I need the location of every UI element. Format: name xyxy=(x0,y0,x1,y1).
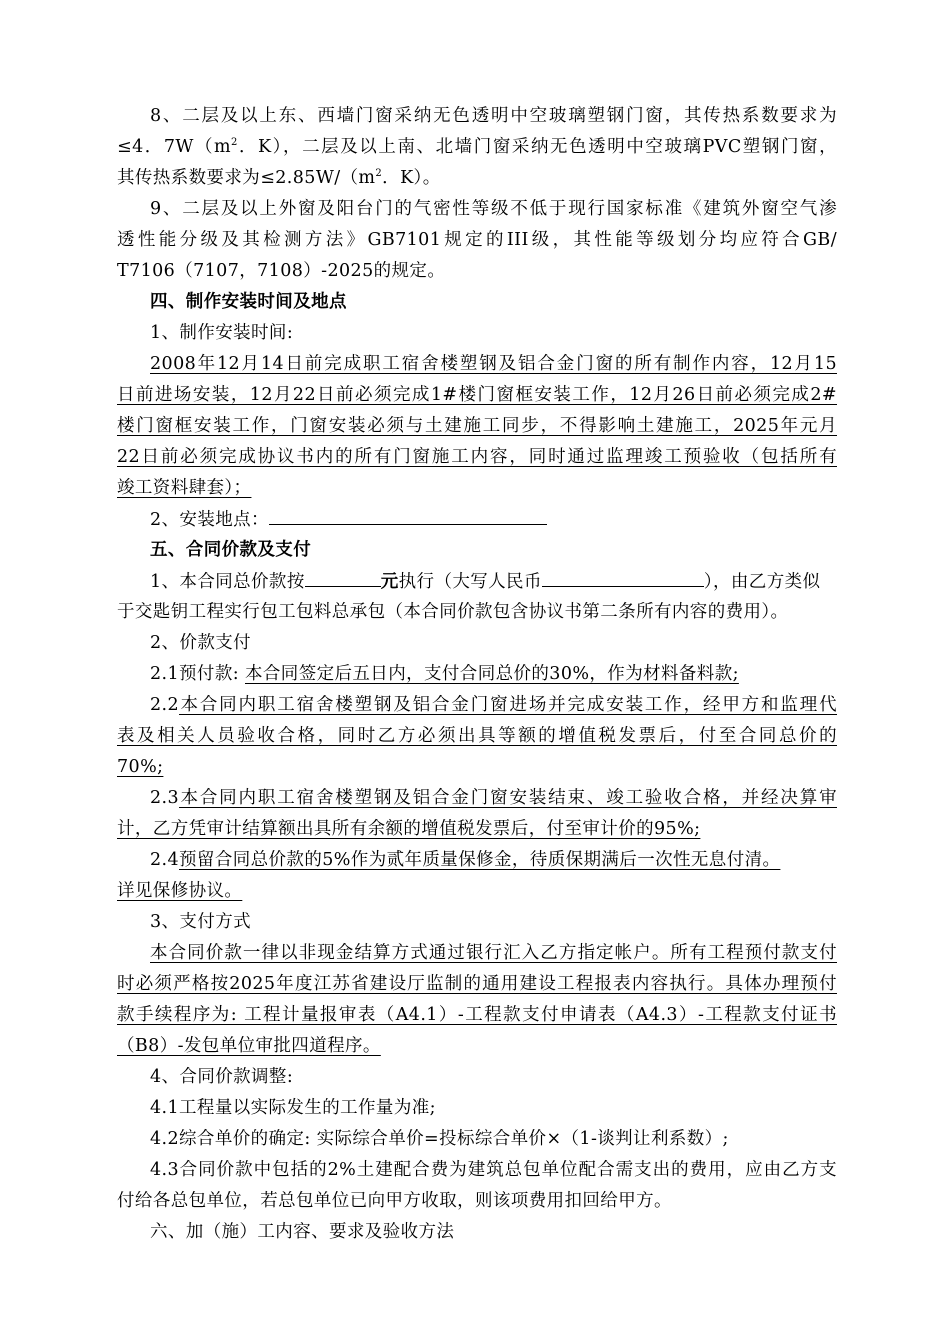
payment-2-2-line-2: 表及相关人员验收合格，同时乙方必须出具等额的增值税发票后，付至合同总价的 xyxy=(117,726,837,746)
pay-method-line-4: （B8）-发包单位审批四道程序。 xyxy=(117,1036,381,1056)
price-line-1: 1、本合同总价款按 元执行（大写人民币 ），由乙方类似 xyxy=(150,566,837,596)
section-4-sub-1: 1、制作安装时间: xyxy=(150,323,294,343)
payment-2-3-line-1: 2.3本合同内职工宿舍楼塑钢及铝合金门窗安装结束、竣工验收合格，并经决算审 xyxy=(150,788,837,808)
time-line-1: 2008年12月14日前完成职工宿舍楼塑钢及铝合金门窗的所有制作内容，12月15 xyxy=(150,354,837,374)
install-location-blank[interactable] xyxy=(269,504,547,525)
section-5-heading: 五、合同价款及支付 xyxy=(150,540,312,560)
section-4-heading: 四、制作安装时间及地点 xyxy=(150,292,347,312)
item-9-line-1: 9、二层及以上外窗及阳台门的气密性等级不低于现行国家标准《建筑外窗空气渗 xyxy=(150,199,837,219)
section-5-sub-4: 4、合同价款调整: xyxy=(150,1067,294,1087)
payment-2-2-line-3: 70%; xyxy=(117,757,164,777)
item-8-line-2: ≤4．$7W(m^2$．K），二层及以上南、北墙门窗采纳无色透明中空玻璃PVC塑钢门窗， xyxy=(117,137,838,157)
total-price-capital-blank[interactable] xyxy=(542,566,704,587)
time-line-2: 日前进场安装，12月22日前必须完成1#楼门窗框安装工作，12月26日前必须完成2# xyxy=(117,385,837,405)
adjust-4-2: 4.2综合单价的确定: 实际综合单价=投标综合单价×（1-谈判让利系数）; xyxy=(150,1129,729,1149)
time-line-5: 竣工资料肆套）； xyxy=(117,478,252,498)
item-8-line-1: 8、二层及以上东、西墙门窗采纳无色透明中空玻璃塑钢门窗，其传热系数要求为 xyxy=(150,106,837,126)
item-9-line-2: 透性能分级及其检测方法》GB7101规定的III级，其性能等级划分均应符合GB/ xyxy=(117,230,837,250)
time-line-3: 楼门窗框安装工作，门窗安装必须与土建施工同步，不得影响土建施工，2025年元月 xyxy=(117,416,837,436)
payment-2-4-line-1: 2.4预留合同总价款的5%作为贰年质量保修金，待质保期满后一次性无息付清。 xyxy=(150,850,781,870)
section-6-heading: 六、加（施）工内容、要求及验收方法 xyxy=(150,1222,455,1242)
payment-2-1: 2.1预付款: 本合同签定后五日内，支付合同总价的30%，作为材料备料款; xyxy=(150,664,739,684)
pay-method-line-3: 款手续程序为: 工程计量报审表（A4.1）-工程款支付申请表（A4.3）-工程款支付证书 xyxy=(117,1005,837,1025)
pay-method-line-1: 本合同价款一律以非现金结算方式通过银行汇入乙方指定帐户。所有工程预付款支付 xyxy=(150,943,837,963)
adjust-4-1: 4.1工程量以实际发生的工作量为准; xyxy=(150,1098,436,1118)
section-5-sub-2: 2、价款支付 xyxy=(150,633,252,653)
total-price-blank[interactable] xyxy=(305,566,381,587)
payment-2-2-line-1: 2.2本合同内职工宿舍楼塑钢及铝合金门窗进场并完成安装工作，经甲方和监理代 xyxy=(150,695,837,715)
price-line-2: 于交匙钥工程实行包工包料总承包（本合同价款包含协议书第二条所有内容的费用）。 xyxy=(117,602,789,622)
section-5-sub-3: 3、支付方式 xyxy=(150,912,252,932)
pay-method-line-2: 时必须严格按2025年度江苏省建设厅监制的通用建设工程报表内容执行。具体办理预付 xyxy=(117,974,837,994)
item-9-line-3: T7106（7107，7108）-2025的规定。 xyxy=(117,261,446,281)
payment-2-3-line-2: 计，乙方凭审计结算额出具所有余额的增值税发票后，付至审计价的95%; xyxy=(117,819,701,839)
adjust-4-3-line-1: 4.3合同价款中包括的2%土建配合费为建筑总包单位配合需支出的费用，应由乙方支 xyxy=(150,1160,837,1180)
adjust-4-3-line-2: 付给各总包单位，若总包单位已向甲方收取，则该项费用扣回给甲方。 xyxy=(117,1191,672,1211)
time-line-4: 22日前必须完成协议书内的所有门窗施工内容，同时通过监理竣工预验收（包括所有 xyxy=(117,447,837,467)
payment-2-4-line-2: 详见保修协议。 xyxy=(117,881,243,901)
item-8-line-3: 其传热系数要求为$\le 2.85W/(m^2$．K）。 xyxy=(117,168,441,188)
section-4-sub-2: 2、安装地点： xyxy=(150,504,547,534)
